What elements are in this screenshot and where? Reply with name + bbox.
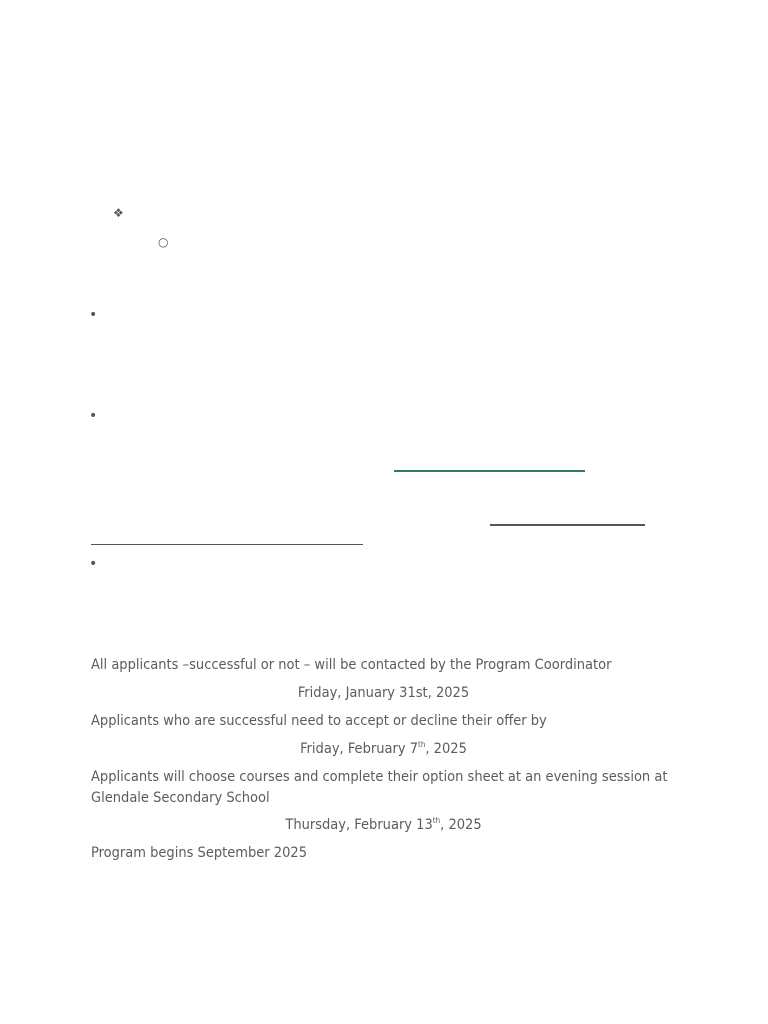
- dot-bullet-icon: •: [89, 556, 98, 572]
- dot-bullet-icon: •: [89, 408, 98, 424]
- accept-date: [91, 739, 676, 760]
- program-start: Program begins September 2025: [91, 845, 307, 861]
- courses-date: [91, 815, 676, 836]
- accept-date-prefix: Friday, February 7: [300, 741, 418, 757]
- link-underline[interactable]: [394, 470, 585, 472]
- accept-notice: Applicants who are successful need to accept or decline their offer by: [91, 713, 547, 729]
- courses-date-suffix: , 2025: [440, 817, 482, 833]
- underline-rule: [91, 544, 363, 545]
- dot-bullet-icon: •: [89, 307, 98, 323]
- contact-date: Friday, January 31st, 2025: [297, 685, 470, 701]
- underline-rule: [490, 524, 645, 526]
- accept-date-ordinal: th: [418, 740, 426, 750]
- accept-date-suffix: , 2025: [425, 741, 467, 757]
- contact-notice: All applicants –successful or not – will be contacted by the Program Coordinator: [91, 657, 612, 673]
- courses-date-ordinal: th: [432, 816, 441, 826]
- circle-bullet-icon: ○: [158, 235, 169, 249]
- diamond-bullet-icon: ❖: [113, 206, 124, 220]
- courses-date-prefix: Thursday, February 13: [285, 817, 433, 833]
- courses-notice: Applicants will choose courses and complete their option sheet at an evening session at Glendale Secondary School: [91, 769, 668, 806]
